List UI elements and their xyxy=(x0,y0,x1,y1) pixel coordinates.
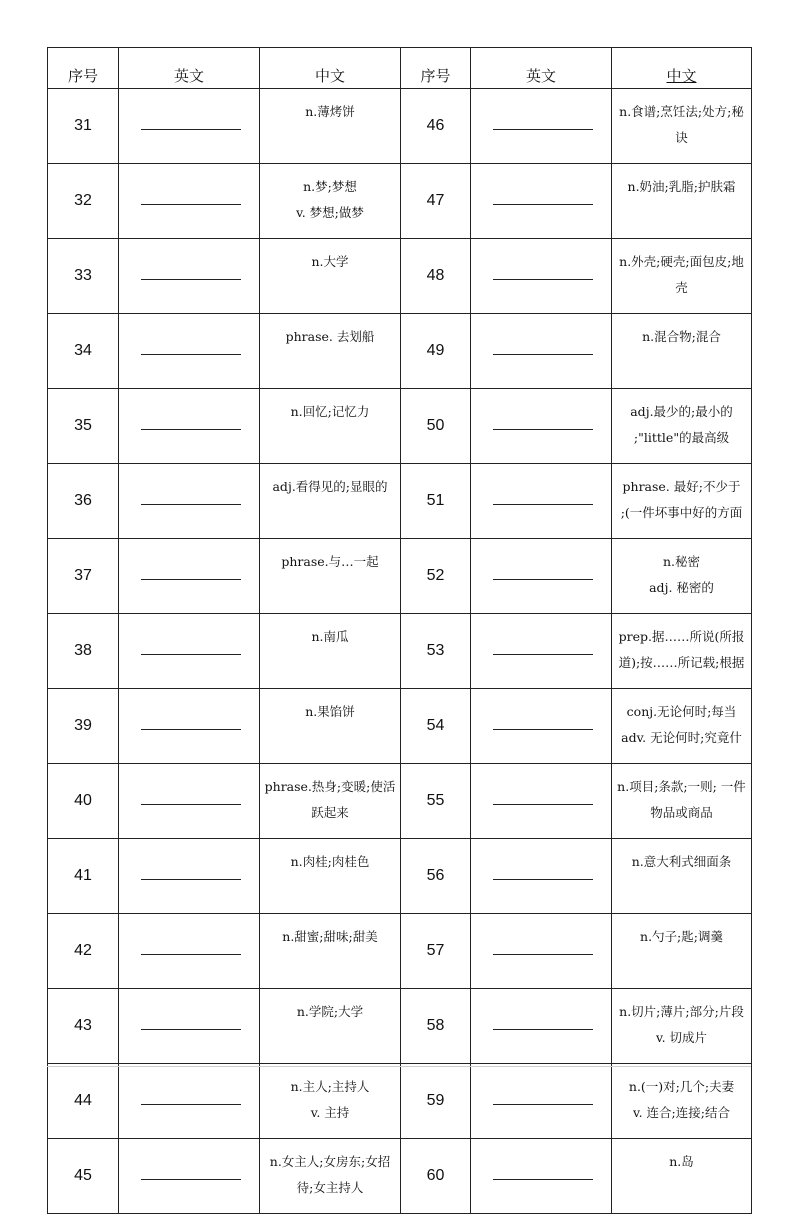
definition-line: n.大学 xyxy=(311,254,349,269)
item-number: 43 xyxy=(48,989,119,1064)
answer-blank-line[interactable] xyxy=(141,654,241,655)
definition-line: 待;女主持人 xyxy=(296,1180,364,1195)
definition-line: n.混合物;混合 xyxy=(642,329,721,344)
definition-line: n.学院;大学 xyxy=(296,1004,364,1019)
item-number: 41 xyxy=(48,839,119,914)
answer-blank-line[interactable] xyxy=(493,579,593,580)
item-number: 31 xyxy=(48,89,119,164)
table-row xyxy=(48,989,752,1064)
english-answer-blank[interactable] xyxy=(119,614,260,689)
item-number: 37 xyxy=(48,539,119,614)
definition-line: n.秘密 xyxy=(662,554,701,569)
answer-blank-line[interactable] xyxy=(141,1104,241,1105)
header-english-left: 英文 xyxy=(119,48,260,89)
header-number-left: 序号 xyxy=(48,48,119,89)
item-number: 48 xyxy=(401,239,471,314)
definition-line: 道);按……所记载;根据 xyxy=(618,655,745,670)
table-row xyxy=(48,464,752,539)
answer-blank-line[interactable] xyxy=(493,1029,593,1030)
item-number: 39 xyxy=(48,689,119,764)
item-number: 54 xyxy=(401,689,471,764)
english-answer-blank[interactable] xyxy=(471,614,612,689)
english-answer-blank[interactable] xyxy=(471,239,612,314)
definition-line: v. 主持 xyxy=(310,1105,350,1120)
bottom-rule xyxy=(47,1066,751,1067)
chinese-definition xyxy=(612,539,752,614)
definition-line: adj.最少的;最小的 xyxy=(630,404,733,419)
item-number: 32 xyxy=(48,164,119,239)
table-row xyxy=(48,689,752,764)
chinese-definition xyxy=(260,839,401,914)
chinese-definition xyxy=(260,464,401,539)
answer-blank-line[interactable] xyxy=(493,804,593,805)
english-answer-blank[interactable] xyxy=(119,989,260,1064)
table-row xyxy=(48,389,752,464)
english-answer-blank[interactable] xyxy=(471,539,612,614)
chinese-definition xyxy=(612,389,752,464)
item-number: 57 xyxy=(401,914,471,989)
chinese-definition xyxy=(612,164,752,239)
chinese-definition xyxy=(260,164,401,239)
answer-blank-line[interactable] xyxy=(141,204,241,205)
english-answer-blank[interactable] xyxy=(119,239,260,314)
vocabulary-table xyxy=(47,47,752,1214)
item-number: 51 xyxy=(401,464,471,539)
definition-line: n.南瓜 xyxy=(311,629,349,644)
header-chinese-left: 中文 xyxy=(260,48,401,89)
item-number: 59 xyxy=(401,1064,471,1139)
chinese-definition xyxy=(260,89,401,164)
english-answer-blank[interactable] xyxy=(471,989,612,1064)
table-row xyxy=(48,164,752,239)
table-row xyxy=(48,614,752,689)
definition-line: v. 梦想;做梦 xyxy=(296,205,364,220)
item-number: 46 xyxy=(401,89,471,164)
definition-line: n.肉桂;肉桂色 xyxy=(290,854,370,869)
item-number: 45 xyxy=(48,1139,119,1214)
definition-line: ;(一件坏事中好的方面 xyxy=(620,505,743,520)
answer-blank-line[interactable] xyxy=(493,504,593,505)
english-answer-blank[interactable] xyxy=(471,1139,612,1214)
chinese-definition xyxy=(260,1064,401,1139)
answer-blank-line[interactable] xyxy=(493,1104,593,1105)
item-number: 56 xyxy=(401,839,471,914)
answer-blank-line[interactable] xyxy=(493,279,593,280)
english-answer-blank[interactable] xyxy=(471,1064,612,1139)
item-number: 53 xyxy=(401,614,471,689)
chinese-definition xyxy=(260,914,401,989)
answer-blank-line[interactable] xyxy=(141,579,241,580)
english-answer-blank[interactable] xyxy=(471,314,612,389)
answer-blank-line[interactable] xyxy=(493,429,593,430)
table-row xyxy=(48,764,752,839)
english-answer-blank[interactable] xyxy=(119,464,260,539)
chinese-definition xyxy=(612,914,752,989)
english-answer-blank[interactable] xyxy=(119,689,260,764)
definition-line: n.奶油;乳脂;护肤霜 xyxy=(627,179,736,194)
chinese-definition xyxy=(612,314,752,389)
english-answer-blank[interactable] xyxy=(119,164,260,239)
answer-blank-line[interactable] xyxy=(141,504,241,505)
item-number: 44 xyxy=(48,1064,119,1139)
chinese-definition xyxy=(260,1139,401,1214)
item-number: 52 xyxy=(401,539,471,614)
english-answer-blank[interactable] xyxy=(119,89,260,164)
definition-line: n.主人;主持人 xyxy=(290,1079,370,1094)
definition-line: n.外壳;硬壳;面包皮;地 xyxy=(619,254,744,269)
header-number-right: 序号 xyxy=(401,48,471,89)
definition-line: ;"little"的最高级 xyxy=(633,430,730,445)
english-answer-blank[interactable] xyxy=(471,89,612,164)
chinese-definition xyxy=(260,239,401,314)
chinese-definition xyxy=(612,614,752,689)
chinese-definition xyxy=(612,764,752,839)
table-row xyxy=(48,239,752,314)
answer-blank-line[interactable] xyxy=(493,879,593,880)
chinese-definition xyxy=(260,539,401,614)
answer-blank-line[interactable] xyxy=(141,804,241,805)
english-answer-blank[interactable] xyxy=(119,839,260,914)
english-answer-blank[interactable] xyxy=(471,839,612,914)
definition-line: phrase. 去划船 xyxy=(285,329,375,344)
item-number: 40 xyxy=(48,764,119,839)
chinese-definition xyxy=(612,239,752,314)
answer-blank-line[interactable] xyxy=(141,879,241,880)
definition-line: n.岛 xyxy=(669,1154,694,1169)
definition-line: 诀 xyxy=(675,130,688,145)
table-row xyxy=(48,839,752,914)
definition-line: phrase. 最好;不少于 xyxy=(622,479,741,494)
english-answer-blank[interactable] xyxy=(119,1139,260,1214)
item-number: 49 xyxy=(401,314,471,389)
item-number: 38 xyxy=(48,614,119,689)
answer-blank-line[interactable] xyxy=(141,279,241,280)
english-answer-blank[interactable] xyxy=(119,764,260,839)
item-number: 60 xyxy=(401,1139,471,1214)
english-answer-blank[interactable] xyxy=(471,914,612,989)
answer-blank-line[interactable] xyxy=(493,204,593,205)
chinese-definition xyxy=(260,389,401,464)
answer-blank-line[interactable] xyxy=(493,654,593,655)
header-row xyxy=(48,48,752,89)
answer-blank-line[interactable] xyxy=(493,729,593,730)
definition-line: n.回忆;记忆力 xyxy=(290,404,370,419)
english-answer-blank[interactable] xyxy=(119,1064,260,1139)
definition-line: v. 连合;连接;结合 xyxy=(633,1105,730,1120)
answer-blank-line[interactable] xyxy=(493,129,593,130)
definition-line: n.甜蜜;甜味;甜美 xyxy=(282,929,378,944)
table-row xyxy=(48,314,752,389)
english-answer-blank[interactable] xyxy=(119,539,260,614)
answer-blank-line[interactable] xyxy=(493,954,593,955)
definition-line: n.果馅饼 xyxy=(305,704,355,719)
definition-line: 壳 xyxy=(675,280,688,295)
definition-line: n.薄烤饼 xyxy=(305,104,355,119)
item-number: 42 xyxy=(48,914,119,989)
item-number: 34 xyxy=(48,314,119,389)
definition-line: phrase.热身;变暖;使活 xyxy=(264,779,396,794)
definition-line: n.食谱;烹饪法;处方;秘 xyxy=(619,104,744,119)
answer-blank-line[interactable] xyxy=(141,1029,241,1030)
definition-line: 物品或商品 xyxy=(650,805,713,820)
answer-blank-line[interactable] xyxy=(141,354,241,355)
chinese-definition xyxy=(612,89,752,164)
answer-blank-line[interactable] xyxy=(141,954,241,955)
answer-blank-line[interactable] xyxy=(141,429,241,430)
definition-line: n.项目;条款;一则; 一件 xyxy=(617,779,746,794)
definition-line: n.梦;梦想 xyxy=(303,179,357,194)
chinese-definition xyxy=(260,314,401,389)
english-answer-blank[interactable] xyxy=(471,464,612,539)
item-number: 47 xyxy=(401,164,471,239)
table-row xyxy=(48,89,752,164)
chinese-definition xyxy=(260,689,401,764)
table-row xyxy=(48,539,752,614)
item-number: 36 xyxy=(48,464,119,539)
english-answer-blank[interactable] xyxy=(119,389,260,464)
item-number: 50 xyxy=(401,389,471,464)
chinese-definition xyxy=(612,839,752,914)
answer-blank-line[interactable] xyxy=(141,1179,241,1180)
table-row xyxy=(48,914,752,989)
english-answer-blank[interactable] xyxy=(119,314,260,389)
answer-blank-line[interactable] xyxy=(493,354,593,355)
definition-line: n.(一)对;几个;夫妻 xyxy=(628,1079,735,1094)
definition-line: adv. 无论何时;究竟什 xyxy=(621,730,742,745)
english-answer-blank[interactable] xyxy=(471,389,612,464)
header-chinese-right: 中文 xyxy=(612,48,752,89)
definition-line: n.勺子;匙;调羹 xyxy=(640,929,723,944)
item-number: 55 xyxy=(401,764,471,839)
table-row xyxy=(48,1139,752,1214)
answer-blank-line[interactable] xyxy=(493,1179,593,1180)
definition-line: n.意大利式细面条 xyxy=(631,854,732,869)
definition-line: adj.看得见的;显眼的 xyxy=(272,479,388,494)
chinese-definition xyxy=(612,1064,752,1139)
definition-line: conj.无论何时;每当 xyxy=(626,704,737,719)
answer-blank-line[interactable] xyxy=(141,729,241,730)
definition-line: v. 切成片 xyxy=(655,1030,708,1045)
header-english-right: 英文 xyxy=(471,48,612,89)
item-number: 33 xyxy=(48,239,119,314)
chinese-definition xyxy=(612,989,752,1064)
chinese-definition xyxy=(612,464,752,539)
definition-line: prep.据……所说(所报 xyxy=(618,629,745,644)
chinese-definition xyxy=(612,1139,752,1214)
table-row xyxy=(48,1064,752,1139)
definition-line: 跃起来 xyxy=(311,805,349,820)
definition-line: phrase.与…一起 xyxy=(281,554,379,569)
chinese-definition xyxy=(612,689,752,764)
chinese-definition xyxy=(260,614,401,689)
item-number: 58 xyxy=(401,989,471,1064)
english-answer-blank[interactable] xyxy=(471,689,612,764)
definition-line: adj. 秘密的 xyxy=(649,580,714,595)
chinese-definition xyxy=(260,989,401,1064)
item-number: 35 xyxy=(48,389,119,464)
chinese-definition xyxy=(260,764,401,839)
english-answer-blank[interactable] xyxy=(471,764,612,839)
english-answer-blank[interactable] xyxy=(119,914,260,989)
answer-blank-line[interactable] xyxy=(141,129,241,130)
definition-line: n.切片;薄片;部分;片段 xyxy=(619,1004,744,1019)
english-answer-blank[interactable] xyxy=(471,164,612,239)
definition-line: n.女主人;女房东;女招 xyxy=(269,1154,391,1169)
